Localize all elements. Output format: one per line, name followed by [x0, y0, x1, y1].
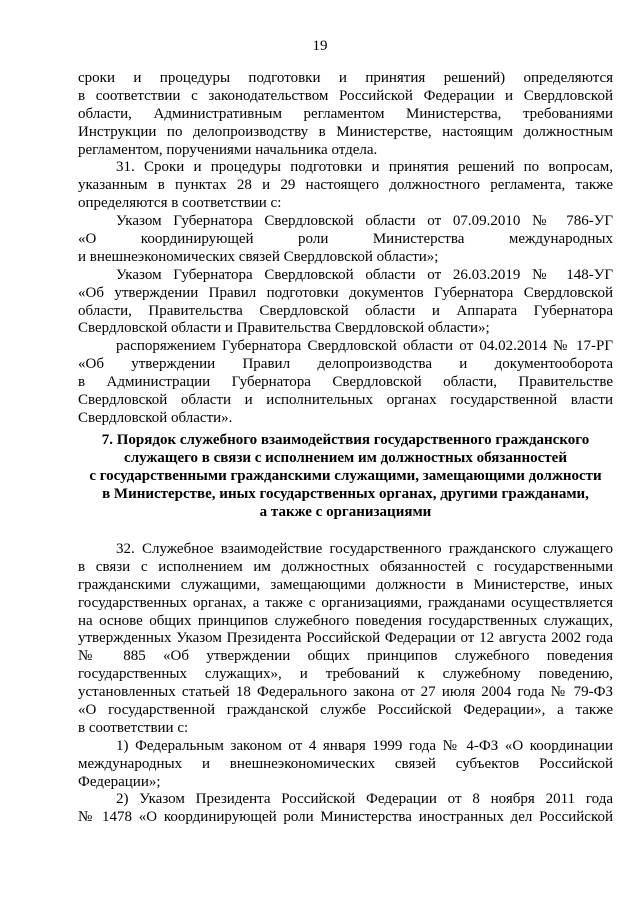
text-line: сроки и процедуры подготовки и принятия решений) определяются — [78, 70, 613, 86]
paragraph-block-1 — [78, 70, 613, 428]
text-line: распоряжением Губернатора Свердловской области от 04.02.2014 № 17-РГ — [116, 338, 613, 355]
text-line: Указом Губернатора Свердловской области от 26.03.2019 № 148-УГ — [116, 266, 613, 283]
text-line: гражданскими служащими, замещающими должности в Министерстве, иных — [78, 576, 613, 593]
text-line: определяются в соответствии с: — [78, 195, 282, 212]
text-line: и внешнеэкономических связей Свердловской области»; — [78, 248, 439, 265]
text-line: в связи с исполнением им должностных обязанностей с государственными — [78, 558, 613, 575]
text-line: указанным в пунктах 28 и 29 настоящего должностного регламента, также — [78, 177, 613, 194]
text-line: «О государственной гражданской службе Российской Федерации», а также — [78, 702, 613, 719]
text-line: 2) Указом Президента Российской Федерации от 8 ноября 2011 года — [116, 791, 613, 808]
text-line: 1) Федеральным законом от 4 января 1999 года № 4-ФЗ «О координации — [116, 737, 613, 754]
text-line: 32. Служебное взаимодействие государственного гражданского служащего — [116, 541, 613, 557]
text-line: Свердловской области и Правительства Свердловской области»; — [78, 320, 490, 337]
text-line: государственных органах, а также с организациями, гражданами осуществляется — [78, 594, 613, 611]
text-line: в Администрации Губернатора Свердловской области, Правительстве — [78, 374, 613, 391]
text-line: № 1478 «О координирующей роли Министерства иностранных дел Российской — [78, 809, 613, 826]
heading-line: в Министерстве, иных государственных органах, другими гражданами, — [102, 485, 589, 502]
text-line: «Об утверждении Правил подготовки документов Губернатора Свердловской — [78, 284, 613, 301]
text-line: 31. Сроки и процедуры подготовки и принятия решений по вопросам, — [116, 159, 613, 176]
text-line: «Об утверждении Правил делопроизводства и документооборота — [78, 356, 613, 373]
heading-line: с государственными гражданскими служащими, замещающими должности — [89, 467, 602, 484]
text-line: международных и внешнеэкономических связей субъектов Российской — [78, 755, 613, 772]
text-line: государственных служащих», и требований к служебному поведению, — [78, 666, 613, 683]
text-line: «О координирующей роли Министерства международных — [78, 231, 613, 248]
heading-line: а также с организациями — [259, 503, 432, 520]
text-line: в соответствии с законодательством Российской Федерации и Свердловской — [78, 87, 613, 104]
heading-line: 7. Порядок служебного взаимодействия государственного гражданского — [101, 432, 590, 448]
text-line: установленных статьей 18 Федерального закона от 27 июля 2004 года № 79-ФЗ — [78, 684, 613, 701]
text-line: Свердловской области и исполнительных органах государственной власти — [78, 392, 613, 409]
text-line: области, Правительства Свердловской области и Аппарата Губернатора — [78, 302, 613, 319]
text-line: Свердловской области». — [78, 409, 233, 426]
section-heading — [78, 432, 613, 521]
heading-line: служащего в связи с исполнением им должностных обязанностей — [124, 449, 567, 466]
text-line: Указом Губернатора Свердловской области от 07.09.2010 № 786-УГ — [116, 213, 613, 230]
text-line: в соответствии с: — [78, 719, 189, 736]
text-line: № 885 «Об утверждении общих принципов служебного поведения — [78, 648, 613, 665]
text-line: Федерации»; — [78, 773, 161, 790]
text-line: Инструкции по делопроизводству в Министерстве, настоящим должностным — [78, 123, 613, 140]
text-line: утвержденных Указом Президента Российской Федерации от 12 августа 2002 года — [78, 630, 613, 647]
text-line: на основе общих принципов служебного поведения государственных служащих, — [78, 612, 613, 629]
paragraph-block-2 — [78, 541, 613, 827]
text-line: регламентом, поручениями начальника отдела. — [78, 141, 378, 158]
page-number: 19 — [312, 38, 328, 54]
text-line: области, Административным регламентом Министерства, требованиями — [78, 105, 613, 122]
